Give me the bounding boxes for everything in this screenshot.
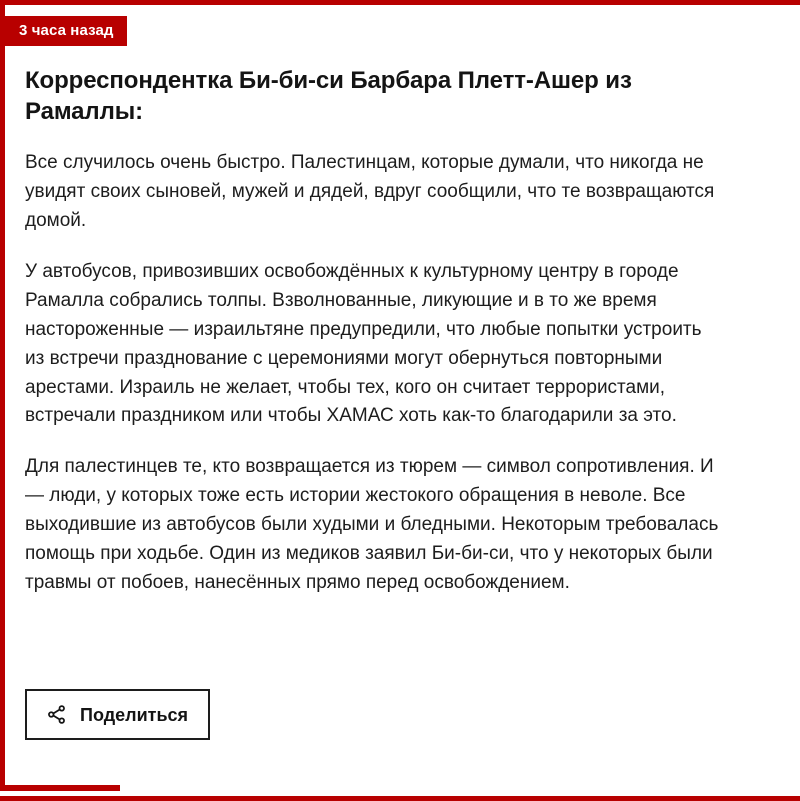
- top-red-rule: [0, 0, 800, 5]
- share-icon: [46, 704, 67, 725]
- article-paragraph: У автобусов, привозивших освобождённых к культурному центру в городе Рамалла собрались толпы. Взволнованные, ликующие и в то же время настороженные — израильтяне предупредили, что любые попытки устроить из встречи празднование с церемониями могут обернуться повторными арестами. Израиль не желает, чтобы тех, кого он считает террористами, встречали праздником или чтобы ХАМАС хоть как-то благодарили за это.: [25, 261, 702, 427]
- share-button-label: Поделиться: [80, 704, 189, 725]
- article-paragraph: Все случилось очень быстро. Палестинцам, которые думали, что никогда не увидят своих сыновей, мужей и дядей, вдруг сообщили, что те возвращаются домой.: [25, 152, 715, 232]
- bottom-red-accent: [0, 785, 120, 791]
- article-paragraph: Для палестинцев те, кто возвращается из тюрем — символ сопротивления. И — люди, у которых тоже есть истории жестокого обращения в неволе. Все выходившие из автобусов были худыми и бледными. Некоторым требовалась помощь при ходьбе. Один из медиков заявил Би-би-си, что у некоторых были травмы от побоев, нанесённых прямо перед освобождением.: [25, 456, 719, 593]
- bottom-red-rule: [0, 796, 800, 801]
- timestamp-badge: 3 часа назад: [5, 16, 127, 46]
- page-title: Корреспондентка Би-би-си Барбара Плетт-Ашер из Рамаллы:: [25, 67, 632, 125]
- article-body: [25, 66, 725, 598]
- left-red-bar: [0, 5, 5, 785]
- share-button[interactable]: [25, 689, 210, 740]
